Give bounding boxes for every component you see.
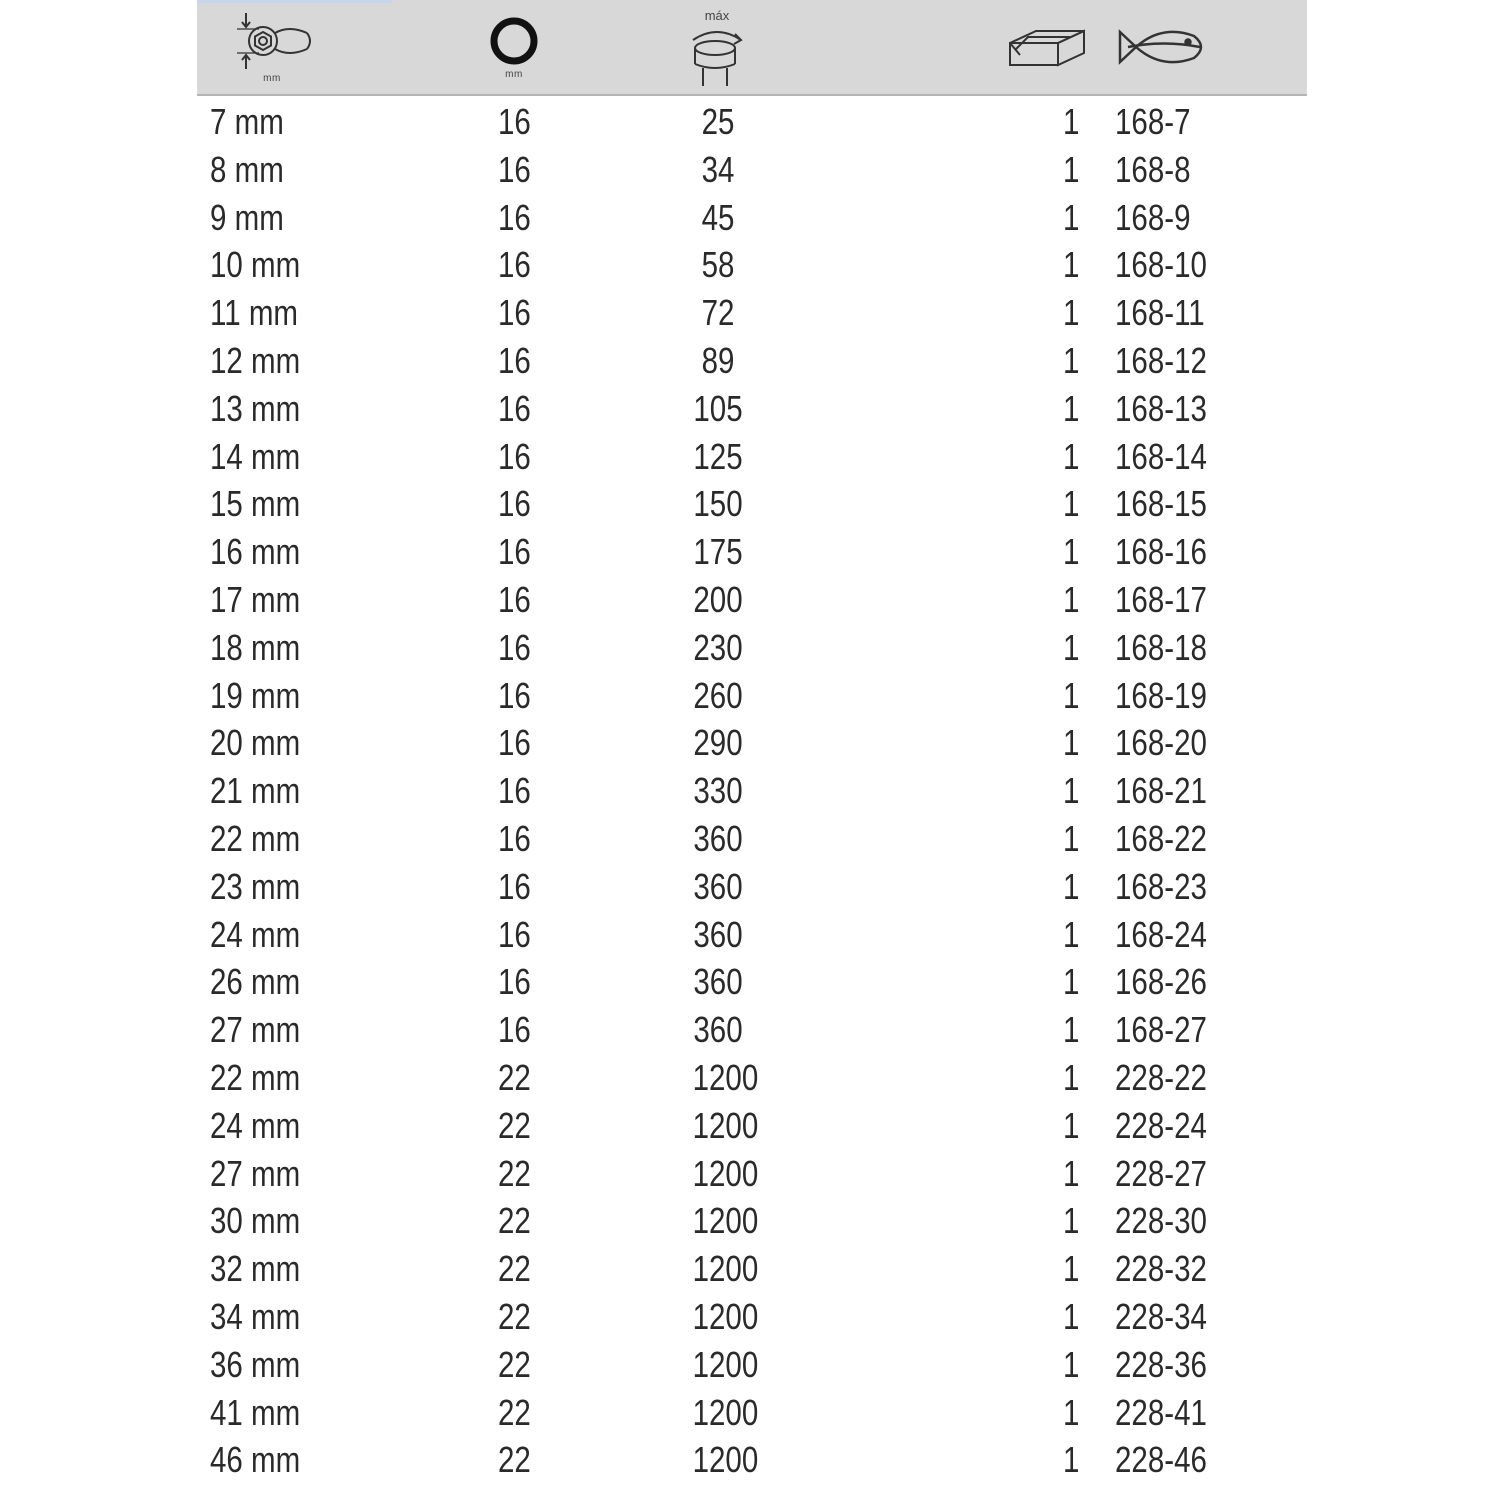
cell-torque: 72 <box>701 292 735 334</box>
cell-quantity: 1 <box>1063 244 1080 286</box>
cell-torque: 360 <box>693 817 743 859</box>
package-quantity-icon <box>1006 21 1088 73</box>
cell-reference: 168-13 <box>1115 387 1207 429</box>
table-row <box>197 1148 1307 1196</box>
cell-size: 19 mm <box>210 674 301 716</box>
cell-quantity: 1 <box>1063 578 1080 620</box>
header-drive <box>464 0 564 94</box>
cell-quantity: 1 <box>1063 531 1080 573</box>
header-torque <box>667 0 767 94</box>
cell-drive: 22 <box>498 1343 531 1385</box>
table-row <box>197 670 1307 718</box>
cell-drive: 22 <box>498 1152 531 1194</box>
table-row <box>197 717 1307 765</box>
cell-reference: 168-12 <box>1115 339 1207 381</box>
cell-reference: 168-10 <box>1115 244 1207 286</box>
table-row <box>197 1387 1307 1435</box>
cell-reference: 228-22 <box>1115 1056 1207 1098</box>
cell-drive: 22 <box>498 1248 531 1290</box>
table-row <box>197 1100 1307 1148</box>
cell-quantity: 1 <box>1063 1056 1080 1098</box>
cell-size: 8 mm <box>210 148 284 190</box>
table-row <box>197 431 1307 479</box>
table-row <box>197 1243 1307 1291</box>
cell-drive: 16 <box>498 387 531 429</box>
cell-reference: 168-23 <box>1115 865 1207 907</box>
table-row <box>197 956 1307 1004</box>
cell-quantity: 1 <box>1063 722 1080 764</box>
table-row <box>197 1052 1307 1100</box>
table-row <box>197 335 1307 383</box>
cell-drive: 16 <box>498 483 531 525</box>
cell-reference: 168-15 <box>1115 483 1207 525</box>
cell-torque: 230 <box>693 626 743 668</box>
table-row <box>197 287 1307 335</box>
cell-reference: 228-36 <box>1115 1343 1207 1385</box>
cell-torque: 360 <box>693 865 743 907</box>
cell-drive: 16 <box>498 101 531 142</box>
cell-torque: 1200 <box>692 1200 759 1242</box>
cell-drive: 16 <box>498 339 531 381</box>
cell-reference: 168-11 <box>1115 292 1205 334</box>
cell-drive: 16 <box>498 435 531 477</box>
cell-reference: 228-46 <box>1115 1439 1207 1481</box>
cell-quantity: 1 <box>1063 339 1080 381</box>
cell-quantity: 1 <box>1063 1009 1080 1051</box>
header-ref <box>1107 0 1217 94</box>
table-row <box>197 622 1307 670</box>
cell-size: 10 mm <box>210 244 301 286</box>
cell-reference: 168-14 <box>1115 435 1207 477</box>
cell-drive: 16 <box>498 1009 531 1051</box>
cell-drive: 16 <box>498 817 531 859</box>
cell-size: 17 mm <box>210 578 301 620</box>
table-row <box>197 526 1307 574</box>
table-row <box>197 1434 1307 1482</box>
cell-size: 34 mm <box>210 1295 301 1337</box>
table-row <box>197 909 1307 957</box>
cell-quantity: 1 <box>1063 817 1080 859</box>
cell-size: 12 mm <box>210 339 301 381</box>
cell-quantity: 1 <box>1063 626 1080 668</box>
ratchet-wrench-size-icon <box>229 11 315 71</box>
product-table <box>197 0 1307 1482</box>
table-header <box>197 0 1307 96</box>
table-row <box>197 1195 1307 1243</box>
cell-size: 41 mm <box>210 1391 301 1433</box>
cell-quantity: 1 <box>1063 148 1080 190</box>
cell-reference: 168-20 <box>1115 722 1207 764</box>
cell-torque: 1200 <box>692 1104 759 1146</box>
table-row <box>197 383 1307 431</box>
table-row <box>197 192 1307 240</box>
cell-size: 27 mm <box>210 1009 301 1051</box>
cell-reference: 228-34 <box>1115 1295 1207 1337</box>
cell-size: 20 mm <box>210 722 301 764</box>
cell-torque: 1200 <box>692 1295 759 1337</box>
cell-reference: 168-24 <box>1115 913 1207 955</box>
cell-quantity: 1 <box>1063 1391 1080 1433</box>
cell-torque: 1200 <box>692 1056 759 1098</box>
table-row <box>197 1291 1307 1339</box>
cell-torque: 260 <box>693 674 743 716</box>
cell-size: 21 mm <box>210 770 301 812</box>
cell-torque: 45 <box>701 196 735 238</box>
cell-drive: 16 <box>498 531 531 573</box>
cell-quantity: 1 <box>1063 913 1080 955</box>
cell-size: 24 mm <box>210 913 301 955</box>
cell-size: 7 mm <box>210 101 284 142</box>
cell-drive: 22 <box>498 1200 531 1242</box>
cell-drive: 16 <box>498 674 531 716</box>
table-row <box>197 1004 1307 1052</box>
table-body <box>197 96 1307 1482</box>
cell-quantity: 1 <box>1063 483 1080 525</box>
cell-reference: 168-18 <box>1115 626 1207 668</box>
cell-size: 13 mm <box>210 387 301 429</box>
cell-drive: 16 <box>498 148 531 190</box>
table-row <box>197 1339 1307 1387</box>
drive-unit-label: mm <box>505 68 523 80</box>
table-row <box>197 765 1307 813</box>
cell-size: 22 mm <box>210 1056 301 1098</box>
cell-reference: 168-22 <box>1115 817 1207 859</box>
max-torque-icon <box>685 24 749 88</box>
cell-quantity: 1 <box>1063 196 1080 238</box>
cell-quantity: 1 <box>1063 1200 1080 1242</box>
cell-torque: 125 <box>693 435 743 477</box>
cell-drive: 16 <box>498 961 531 1003</box>
cell-torque: 1200 <box>692 1439 759 1481</box>
cell-size: 27 mm <box>210 1152 301 1194</box>
cell-reference: 168-19 <box>1115 674 1207 716</box>
cell-quantity: 1 <box>1063 1295 1080 1337</box>
cell-reference: 168-16 <box>1115 531 1207 573</box>
cell-size: 16 mm <box>210 531 301 573</box>
cell-torque: 1200 <box>692 1343 759 1385</box>
cell-quantity: 1 <box>1063 387 1080 429</box>
cell-reference: 228-41 <box>1115 1391 1207 1433</box>
cell-torque: 360 <box>693 913 743 955</box>
cell-drive: 16 <box>498 913 531 955</box>
cell-size: 18 mm <box>210 626 301 668</box>
cell-torque: 360 <box>693 1009 743 1051</box>
max-label: máx <box>704 8 730 23</box>
cell-size: 24 mm <box>210 1104 301 1146</box>
table-row <box>197 478 1307 526</box>
header-pack <box>1002 0 1092 94</box>
cell-reference: 228-30 <box>1115 1200 1207 1242</box>
cell-size: 9 mm <box>210 196 284 238</box>
cell-drive: 16 <box>498 865 531 907</box>
cell-quantity: 1 <box>1063 1343 1080 1385</box>
cell-drive: 16 <box>498 196 531 238</box>
table-row <box>197 574 1307 622</box>
cell-reference: 228-27 <box>1115 1152 1207 1194</box>
cell-torque: 89 <box>701 339 735 381</box>
cell-reference: 168-21 <box>1115 770 1207 812</box>
cell-reference: 168-26 <box>1115 961 1207 1003</box>
cell-quantity: 1 <box>1063 865 1080 907</box>
cell-drive: 16 <box>498 626 531 668</box>
cell-size: 30 mm <box>210 1200 301 1242</box>
size-unit-label: mm <box>263 72 281 84</box>
table-row <box>197 861 1307 909</box>
cell-size: 23 mm <box>210 865 301 907</box>
cell-reference: 168-27 <box>1115 1009 1207 1051</box>
cell-quantity: 1 <box>1063 1104 1080 1146</box>
cell-quantity: 1 <box>1063 1248 1080 1290</box>
header-size <box>217 0 327 94</box>
cell-torque: 1200 <box>692 1391 759 1433</box>
cell-size: 32 mm <box>210 1248 301 1290</box>
table-row <box>197 144 1307 192</box>
cell-torque: 360 <box>693 961 743 1003</box>
cell-torque: 330 <box>693 770 743 812</box>
cell-size: 22 mm <box>210 817 301 859</box>
cell-reference: 228-24 <box>1115 1104 1207 1146</box>
cell-quantity: 1 <box>1063 292 1080 334</box>
cell-torque: 175 <box>693 531 743 573</box>
cell-quantity: 1 <box>1063 101 1080 142</box>
cell-torque: 200 <box>693 578 743 620</box>
cell-drive: 16 <box>498 244 531 286</box>
cell-size: 36 mm <box>210 1343 301 1385</box>
cell-quantity: 1 <box>1063 674 1080 716</box>
cell-torque: 1200 <box>692 1248 759 1290</box>
cell-quantity: 1 <box>1063 770 1080 812</box>
cell-drive: 16 <box>498 722 531 764</box>
cell-drive: 22 <box>498 1439 531 1481</box>
cell-quantity: 1 <box>1063 435 1080 477</box>
cell-quantity: 1 <box>1063 1152 1080 1194</box>
cell-quantity: 1 <box>1063 961 1080 1003</box>
cell-torque: 150 <box>693 483 743 525</box>
reference-fish-icon <box>1116 22 1208 72</box>
cell-reference: 228-32 <box>1115 1248 1207 1290</box>
cell-size: 11 mm <box>210 292 299 334</box>
ring-diameter-icon <box>488 15 540 67</box>
cell-torque: 25 <box>701 101 735 142</box>
cell-quantity: 1 <box>1063 1439 1080 1481</box>
cell-size: 14 mm <box>210 435 301 477</box>
table-row <box>197 813 1307 861</box>
cell-drive: 22 <box>498 1391 531 1433</box>
cell-size: 46 mm <box>210 1439 301 1481</box>
cell-torque: 1200 <box>692 1152 759 1194</box>
cell-torque: 290 <box>693 722 743 764</box>
table-row <box>197 239 1307 287</box>
cell-drive: 16 <box>498 292 531 334</box>
cell-drive: 22 <box>498 1056 531 1098</box>
cell-torque: 105 <box>693 387 743 429</box>
table-row <box>197 96 1307 144</box>
cell-drive: 16 <box>498 770 531 812</box>
cell-torque: 34 <box>701 148 735 190</box>
cell-drive: 22 <box>498 1295 531 1337</box>
cell-torque: 58 <box>701 244 735 286</box>
cell-drive: 22 <box>498 1104 531 1146</box>
cell-drive: 16 <box>498 578 531 620</box>
cell-reference: 168-7 <box>1115 101 1191 142</box>
cell-size: 26 mm <box>210 961 301 1003</box>
cell-reference: 168-8 <box>1115 148 1191 190</box>
cell-reference: 168-17 <box>1115 578 1207 620</box>
cell-reference: 168-9 <box>1115 196 1191 238</box>
cell-size: 15 mm <box>210 483 301 525</box>
